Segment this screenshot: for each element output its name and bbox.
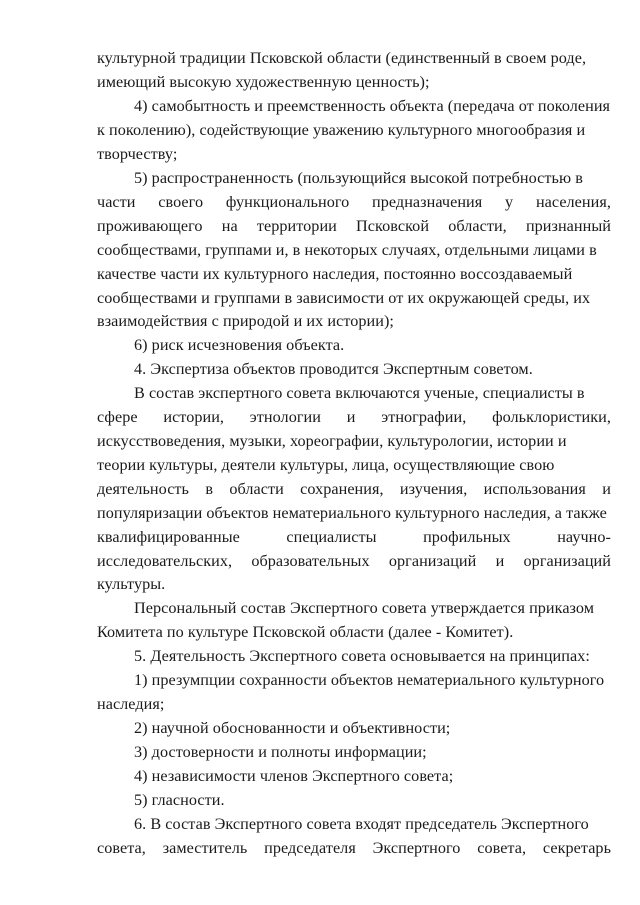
text-line-justified <box>97 194 611 210</box>
word: председателя <box>264 839 356 857</box>
text-line-justified <box>97 840 611 856</box>
text-line: 6. В состав Экспертного совета входят председатель Экспертного <box>134 815 589 833</box>
text-line: к поколению), содействующие уважению культурного многообразия и <box>97 121 586 139</box>
text-line: 4) самобытность и преемственность объекта (передача от поколения <box>134 97 611 115</box>
text-line: Комитета по культуре Псковской области (далее - Комитет). <box>97 623 514 641</box>
text-line: сообществами и группами в зависимости от их окружающей среды, их <box>97 289 591 307</box>
text-line: имеющий высокую художественную ценность); <box>97 73 430 91</box>
text-line: культуры. <box>97 575 166 593</box>
text-line: 5. Деятельность Экспертного совета основывается на принципах: <box>134 647 590 665</box>
word: области, <box>448 217 507 235</box>
word: этнографии, <box>381 408 467 426</box>
word: Псковской <box>356 217 430 235</box>
text-line: 4) независимости членов Экспертного совета; <box>134 767 454 785</box>
text-line: 6) риск исчезновения объекта. <box>134 336 345 354</box>
word: фольклористики, <box>492 408 611 426</box>
text-line: взаимодействия с природой и их истории); <box>97 312 394 330</box>
text-line: 3) достоверности и полноты информации; <box>134 743 427 761</box>
word: части <box>97 193 136 211</box>
text-line: 2) научной обоснованности и объективности; <box>134 719 451 737</box>
word: истории, <box>163 408 225 426</box>
word: организаций <box>388 552 477 570</box>
text-line: культурной традиции Псковской области (единственный в своем роде, <box>97 49 587 67</box>
word: у <box>505 193 514 211</box>
text-line: 1) презумпции сохранности объектов нематериального культурного <box>134 671 605 689</box>
text-line: качестве части их культурного наследия, постоянно воссоздаваемый <box>97 265 573 283</box>
text-line: В состав экспертного совета включаются ученые, специалисты в <box>134 384 585 402</box>
word: территории <box>256 217 337 235</box>
text-line-justified <box>97 409 611 425</box>
text-line: наследия; <box>97 695 165 713</box>
word: использования <box>483 480 586 498</box>
word: своего <box>158 193 204 211</box>
text-line: Персональный состав Экспертного совета утверждается приказом <box>134 599 595 617</box>
word: в <box>205 480 214 498</box>
word: Экспертного <box>372 839 461 857</box>
word: деятельность <box>97 480 189 498</box>
word: этнологии <box>249 408 321 426</box>
text-line-justified <box>97 481 611 497</box>
word: и <box>602 480 611 498</box>
word: сфере <box>97 408 138 426</box>
text-line: теории культуры, деятели культуры, лица, осуществляющие свою <box>97 456 555 474</box>
word: и <box>495 552 505 570</box>
word: на <box>221 217 238 235</box>
text-line: популяризации объектов нематериального культурного наследия, а также <box>97 504 607 522</box>
text-line: 5) гласности. <box>134 791 225 809</box>
text-line-justified <box>97 218 611 234</box>
word: совета, <box>97 839 146 857</box>
word: организаций <box>523 552 611 570</box>
word: научно- <box>557 528 611 546</box>
word: функционального <box>225 193 350 211</box>
word: исследовательских, <box>97 552 233 570</box>
text-line: 4. Экспертиза объектов проводится Экспертным советом. <box>134 360 533 378</box>
word: населения, <box>535 193 611 211</box>
word: и <box>346 408 356 426</box>
word: образовательных <box>251 552 370 570</box>
text-line: искусствоведения, музыки, хореографии, культурологии, истории и <box>97 432 567 450</box>
text-line: сообществами, группами и, в некоторых случаях, отдельными лицами в <box>97 241 597 259</box>
word: секретарь <box>542 839 611 857</box>
word: предназначения <box>372 193 483 211</box>
word: квалифицированные <box>97 528 240 546</box>
word: заместитель <box>162 839 248 857</box>
word: признанный <box>525 217 611 235</box>
word: области <box>229 480 284 498</box>
word: изучения, <box>399 480 468 498</box>
text-line-justified <box>97 553 611 569</box>
word: совета, <box>477 839 527 857</box>
text-line-justified <box>97 529 611 545</box>
text-line: творчеству; <box>97 145 178 163</box>
word: профильных <box>423 528 511 546</box>
text-line: 5) распространенность (пользующийся высокой потребностью в <box>134 169 583 187</box>
word: сохранения, <box>300 480 384 498</box>
word: специалисты <box>286 528 377 546</box>
word: проживающего <box>97 217 203 235</box>
